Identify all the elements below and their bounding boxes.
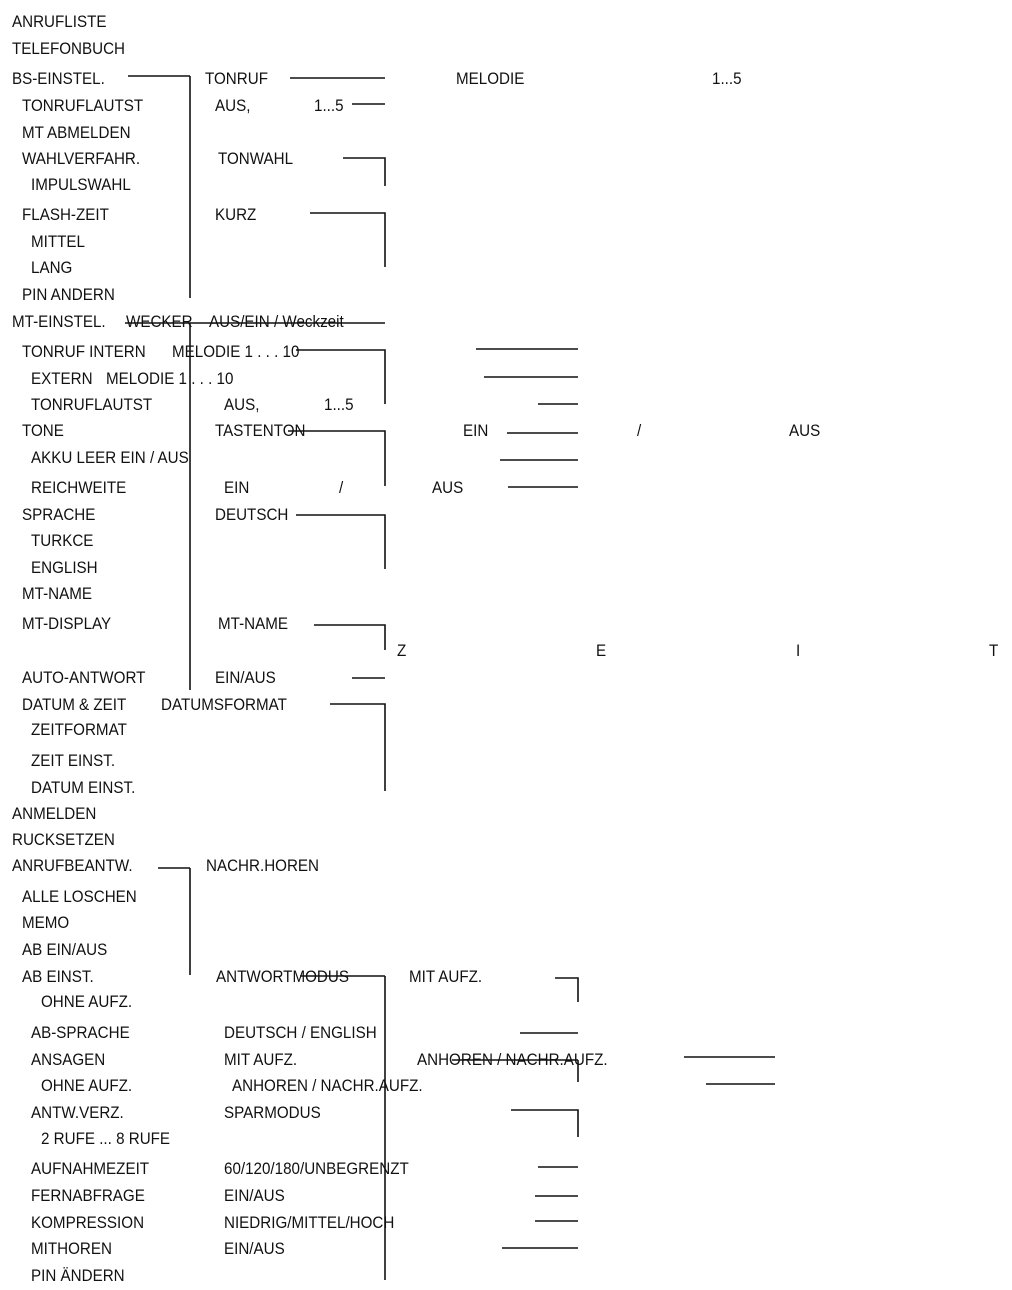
item-tonruflautst-range: 1...5 (314, 97, 344, 115)
item-sprache: SPRACHE (22, 506, 96, 524)
item-tonruf-intern: TONRUF INTERN (22, 343, 146, 361)
item-reichweite-aus: AUS (432, 479, 464, 497)
item-tonruf: TONRUF (205, 70, 268, 88)
item-zeit-letter: T (989, 642, 999, 660)
connector-line (330, 704, 385, 791)
menu-anrufliste: ANRUFLISTE (12, 13, 107, 31)
item-mt-tonruflautst-aus: AUS, (224, 396, 260, 414)
menu-anrufbeantw: ANRUFBEANTW. (12, 857, 133, 875)
connector-line (555, 978, 578, 1002)
connector-line (314, 625, 385, 650)
item-ansagen-ohne-opt: ANHOREN / NACHR.AUFZ. (232, 1077, 423, 1095)
item-aufnahmezeit-opt: 60/120/180/UNBEGRENZT (224, 1160, 409, 1178)
item-auto-antwort-opt: EIN/AUS (215, 669, 276, 687)
item-extern: EXTERN (31, 370, 93, 388)
item-kompression: KOMPRESSION (31, 1214, 145, 1232)
item-reichweite-ein: EIN (224, 479, 250, 497)
item-tone: TONE (22, 422, 64, 440)
item-mt-name: MT-NAME (22, 585, 93, 603)
item-datum-zeit: DATUM & ZEIT (22, 696, 127, 714)
item-ab-sprache-opt: DEUTSCH / ENGLISH (224, 1024, 377, 1042)
item-english: ENGLISH (31, 559, 98, 577)
item-ansagen-mit-opt: ANHOREN / NACHR.AUFZ. (417, 1051, 608, 1069)
item-ab-einst: AB EINST. (22, 968, 94, 986)
item-mt-tonruflautst-range: 1...5 (324, 396, 354, 414)
item-ab-sprache: AB-SPRACHE (31, 1024, 130, 1042)
item-ab-ein-aus: AB EIN/AUS (22, 941, 108, 959)
item-wahlverfahr: WAHLVERFAHR. (22, 150, 141, 168)
item-ansagen: ANSAGEN (31, 1051, 106, 1069)
item-mt-display-name: MT-NAME (218, 615, 289, 633)
item-deutsch: DEUTSCH (215, 506, 289, 524)
item-aufnahmezeit: AUFNAHMEZEIT (31, 1160, 150, 1178)
item-mittel: MITTEL (31, 233, 85, 251)
item-kompression-opt: NIEDRIG/MITTEL/HOCH (224, 1214, 395, 1232)
connector-line (511, 1110, 578, 1137)
connector-line (296, 515, 385, 569)
item-datum-einst: DATUM EINST. (31, 779, 136, 797)
item-wecker: WECKER (126, 313, 193, 331)
item-rufe: 2 RUFE ... 8 RUFE (41, 1130, 171, 1148)
item-ansagen-mit: MIT AUFZ. (224, 1051, 298, 1069)
item-fernabfrage: FERNABFRAGE (31, 1187, 145, 1205)
item-turkce: TURKCE (31, 532, 94, 550)
item-tastenton-ein: EIN (463, 422, 489, 440)
item-zeit-letter: E (596, 642, 607, 660)
item-ohne-aufz: OHNE AUFZ. (41, 993, 133, 1011)
item-tastenton-slash: / (637, 422, 642, 440)
item-fernabfrage-opt: EIN/AUS (224, 1187, 285, 1205)
item-zeit-letter: I (796, 642, 801, 660)
menu-bs-einstel: BS-EINSTEL. (12, 70, 105, 88)
item-tastenton: TASTENTON (215, 422, 306, 440)
connector-line (310, 213, 385, 267)
item-antw-verz: ANTW.VERZ. (31, 1104, 124, 1122)
item-tonruflautst-aus: AUS, (215, 97, 251, 115)
item-impulswahl: IMPULSWAHL (31, 176, 131, 194)
menu-mt-einstel: MT-EINSTEL. (12, 313, 106, 331)
item-wecker-options: AUS/EIN / Weckzeit (209, 313, 344, 331)
item-mt-abmelden: MT ABMELDEN (22, 124, 131, 142)
item-lang: LANG (31, 259, 73, 277)
item-memo: MEMO (22, 914, 70, 932)
item-mithoren-opt: EIN/AUS (224, 1240, 285, 1258)
item-flash-zeit: FLASH-ZEIT (22, 206, 109, 224)
menu-rucksetzen: RUCKSETZEN (12, 831, 115, 849)
connector-line (343, 158, 385, 186)
item-reichweite-slash: / (339, 479, 344, 497)
item-zeit-einst: ZEIT EINST. (31, 752, 116, 770)
item-akku-leer: AKKU LEER EIN / AUS (31, 449, 189, 467)
item-extern-melodie: MELODIE 1 . . . 10 (106, 370, 234, 388)
item-ansagen-ohne: OHNE AUFZ. (41, 1077, 133, 1095)
item-kurz: KURZ (215, 206, 257, 224)
item-mt-tonruflautst: TONRUFLAUTST (31, 396, 153, 414)
item-reichweite: REICHWEITE (31, 479, 127, 497)
item-intern-melodie: MELODIE 1 . . . 10 (172, 343, 300, 361)
item-pin-andern: PIN ANDERN (22, 286, 115, 304)
item-zeitformat: ZEITFORMAT (31, 721, 127, 739)
item-mit-aufz: MIT AUFZ. (409, 968, 483, 986)
item-mt-display: MT-DISPLAY (22, 615, 112, 633)
menu-telefonbuch: TELEFONBUCH (12, 40, 126, 58)
item-tastenton-aus: AUS (789, 422, 821, 440)
item-melodie-range: 1...5 (712, 70, 742, 88)
menu-anmelden: ANMELDEN (12, 805, 97, 823)
item-mithoren: MITHOREN (31, 1240, 112, 1258)
item-ab-pin-andern: PIN ÄNDERN (31, 1267, 125, 1285)
item-tonwahl: TONWAHL (218, 150, 294, 168)
item-sparmodus: SPARMODUS (224, 1104, 321, 1122)
item-nachr-horen: NACHR.HOREN (206, 857, 320, 875)
item-zeit-letter: Z (397, 642, 407, 660)
item-auto-antwort: AUTO-ANTWORT (22, 669, 146, 687)
item-melodie: MELODIE (456, 70, 525, 88)
item-tonruflautst: TONRUFLAUTST (22, 97, 144, 115)
item-datumsformat: DATUMSFORMAT (161, 696, 287, 714)
item-alle-loschen: ALLE LOSCHEN (22, 888, 137, 906)
item-antwortmodus: ANTWORTMODUS (216, 968, 349, 986)
